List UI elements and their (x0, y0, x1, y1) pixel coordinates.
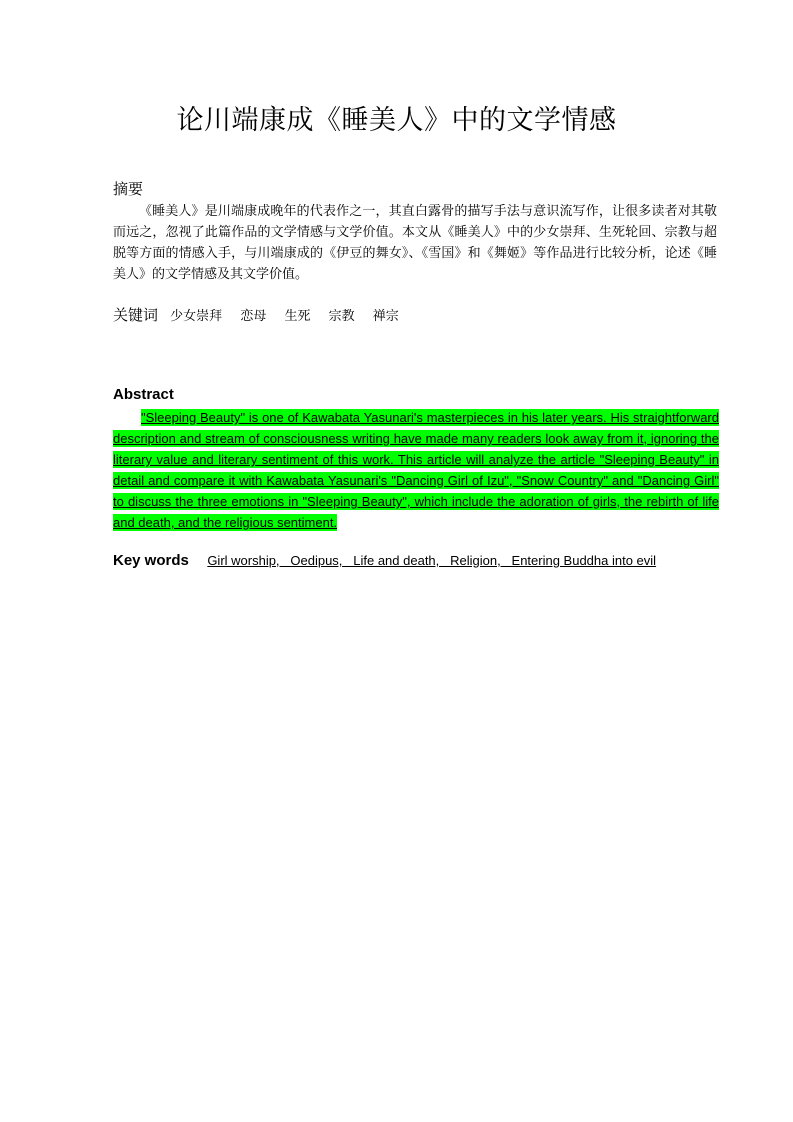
keyword-cn-item: 少女崇拜 (170, 309, 223, 324)
abstract-cn-heading: 摘要 (113, 180, 144, 198)
abstract-en-heading: Abstract (113, 386, 174, 403)
abstract-en-paragraph (113, 407, 719, 533)
keywords-en (113, 552, 656, 570)
abstract-cn-body: 《睡美人》是川端康成晚年的代表作之一，其直白露骨的描写手法与意识流写作，让很多读者对其敬而远之，忽视了此篇作品的文学情感与文学价值。本文从《睡美人》中的少女崇拜、生死轮回、宗教与超脱等方面的情感入手，与川端康成的《伊豆的舞女》、《雪国》和《舞姬》等作品进行比较分析，论述《睡美人》的文学情感及其文学价值。 (113, 204, 717, 282)
keywords-en-label: Key words (113, 552, 189, 569)
abstract-en-body: "Sleeping Beauty" is one of Kawabata Yasunari's masterpieces in his later years. His straightforward description and stream of consciousness writing have made many readers look away from it, ignoring the literary value and literary sentiment of this work. This article will analyze the article "Sleeping Beauty" in detail and compare it with Kawabata Yasunari's "Dancing Girl of Izu", "Snow Country" and "Dancing Girl" to discuss the three emotions in "Sleeping Beauty", which include the adoration of girls, the rebirth of life and death, and the religious sentiment. (113, 410, 719, 530)
keywords-cn (113, 304, 413, 325)
keywords-en-list: Girl worship, Oedipus, Life and death, Religion, Entering Buddha into evil (207, 553, 657, 568)
keyword-cn-item: 恋母 (240, 309, 267, 324)
keyword-cn-item: 禅宗 (372, 309, 399, 324)
keyword-cn-item: 宗教 (328, 309, 355, 324)
page-title: 论川端康成《睡美人》中的文学情感 (176, 105, 617, 136)
keyword-cn-item: 生死 (284, 309, 311, 324)
keywords-cn-label: 关键词 (113, 306, 159, 324)
